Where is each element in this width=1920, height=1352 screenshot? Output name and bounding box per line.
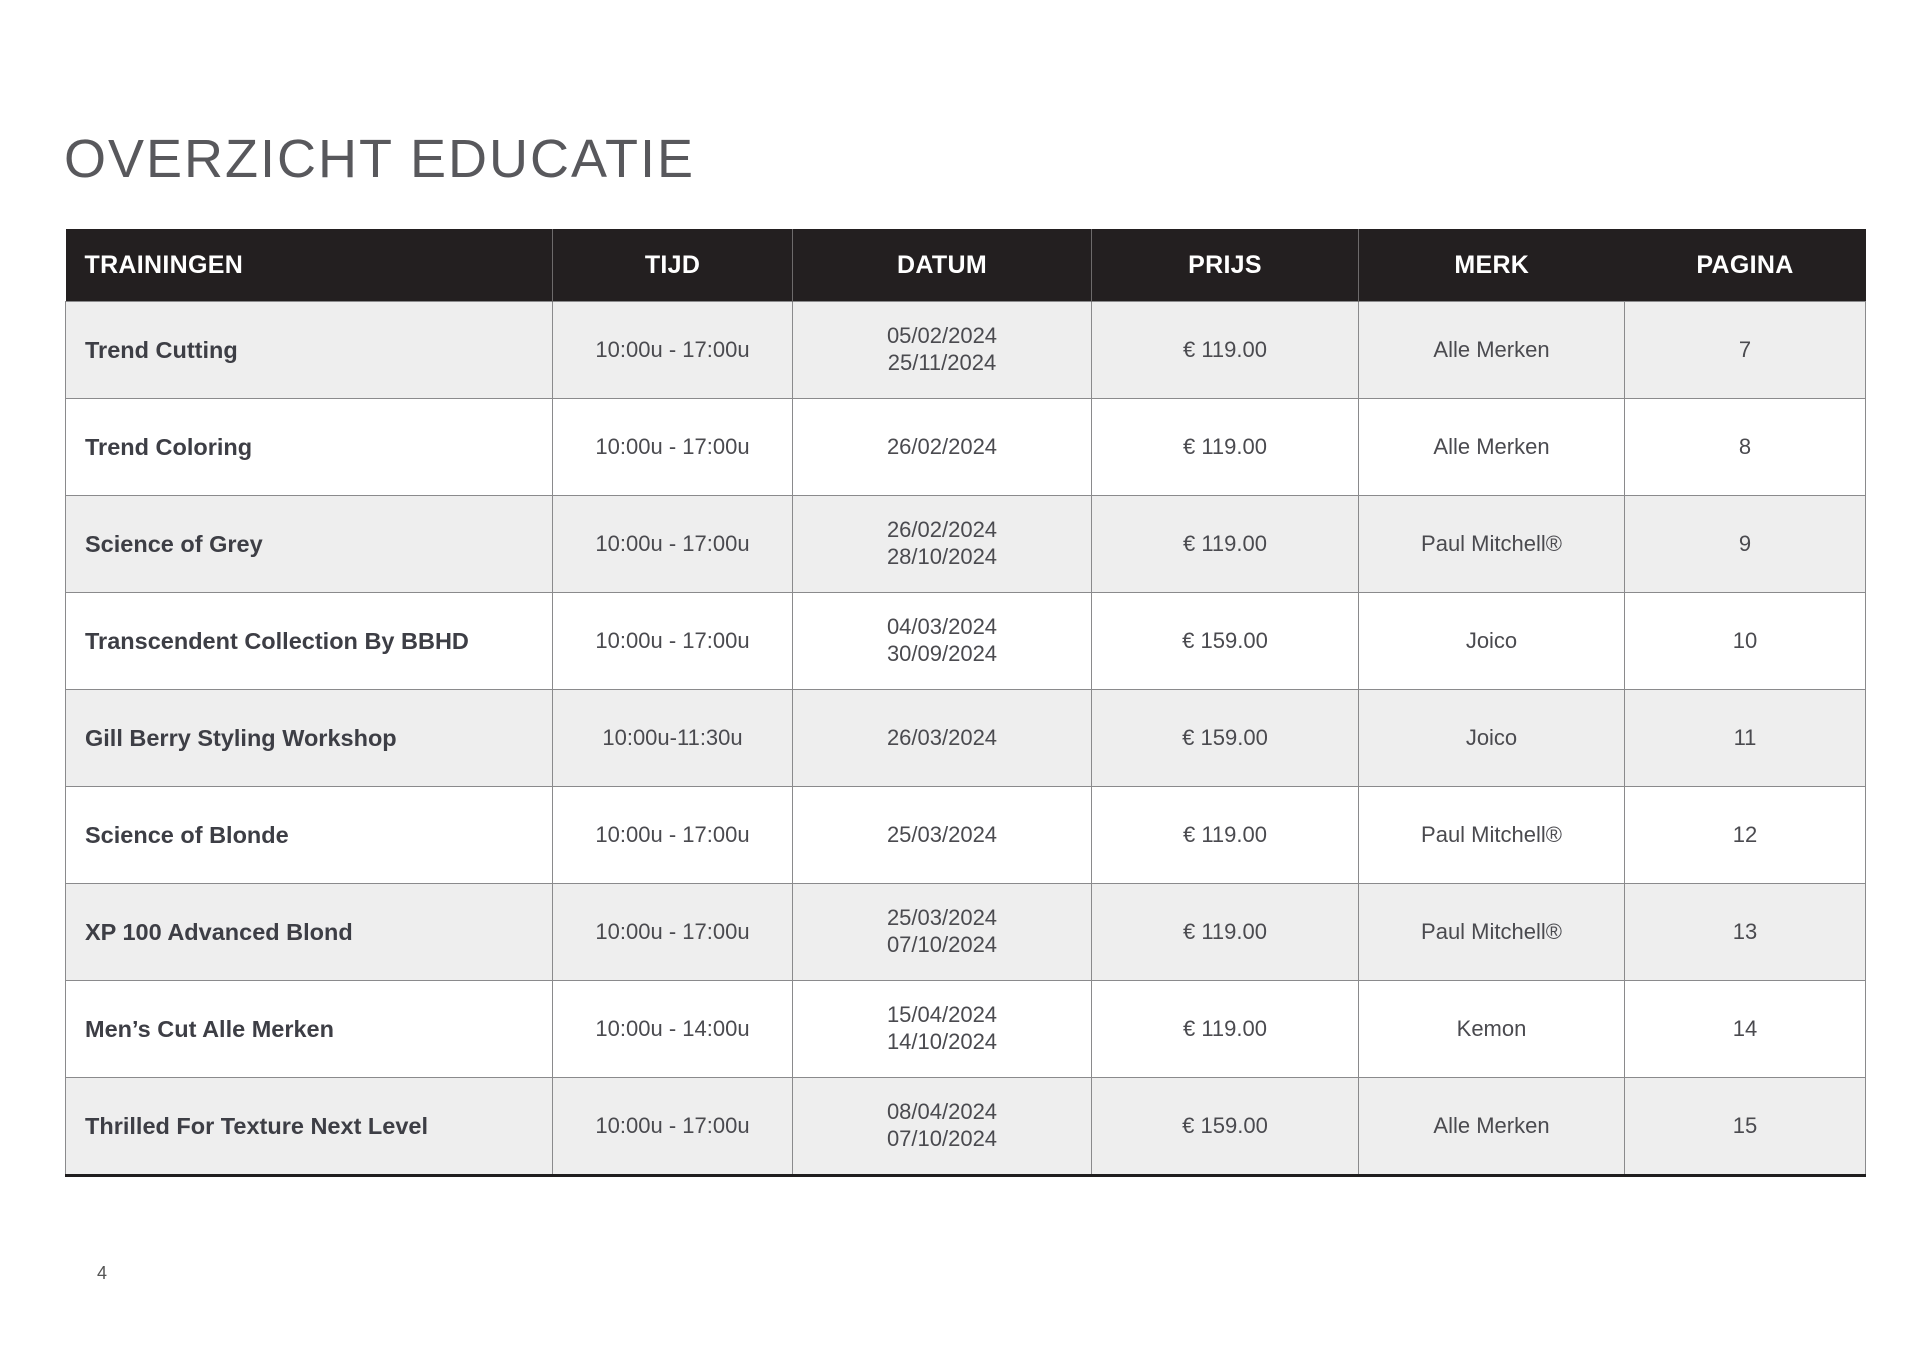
price-cell: € 159.00 (1092, 690, 1359, 787)
date-line: 07/10/2024 (886, 1126, 998, 1151)
page-cell: 7 (1625, 302, 1866, 399)
table-body (66, 302, 1866, 1176)
date-line: 08/04/2024 (886, 1099, 998, 1125)
time-cell: 10:00u - 17:00u (553, 302, 793, 399)
brand-cell: Paul Mitchell® (1359, 787, 1625, 884)
date-cell (793, 690, 1092, 787)
price-cell: € 119.00 (1092, 302, 1359, 399)
date-cell (793, 884, 1092, 981)
date-cell (793, 593, 1092, 690)
date-line: 26/02/2024 (886, 433, 998, 459)
column-header-prijs: PRIJS (1092, 229, 1359, 302)
date-line: 25/11/2024 (887, 350, 997, 375)
table-row (66, 690, 1866, 787)
training-name-cell: Men’s Cut Alle Merken (66, 981, 553, 1078)
page-cell: 8 (1625, 399, 1866, 496)
price-cell: € 159.00 (1092, 593, 1359, 690)
table-row (66, 302, 1866, 399)
page-cell: 14 (1625, 981, 1866, 1078)
education-overview-table (65, 229, 1866, 1177)
time-cell: 10:00u - 17:00u (553, 593, 793, 690)
brand-cell: Alle Merken (1359, 302, 1625, 399)
training-name-cell: Trend Coloring (66, 399, 553, 496)
page-cell: 15 (1625, 1078, 1866, 1176)
page-cell: 11 (1625, 690, 1866, 787)
page-cell: 12 (1625, 787, 1866, 884)
time-cell: 10:00u-11:30u (553, 690, 793, 787)
date-line: 14/10/2024 (886, 1029, 998, 1054)
column-header-pagina: PAGINA (1625, 229, 1866, 302)
page-cell: 13 (1625, 884, 1866, 981)
table-row (66, 593, 1866, 690)
brand-cell: Alle Merken (1359, 1078, 1625, 1176)
page-title: OVERZICHT EDUCATIE (64, 129, 696, 189)
time-cell: 10:00u - 17:00u (553, 884, 793, 981)
brand-cell: Joico (1359, 690, 1625, 787)
table-row (66, 496, 1866, 593)
date-cell (793, 1078, 1092, 1176)
table-row (66, 399, 1866, 496)
date-line: 26/03/2024 (886, 724, 998, 750)
date-line: 25/03/2024 (886, 821, 998, 847)
header-row (66, 229, 1866, 302)
date-line: 05/02/2024 (886, 323, 998, 349)
price-cell: € 119.00 (1092, 399, 1359, 496)
brand-cell: Paul Mitchell® (1359, 884, 1625, 981)
price-cell: € 159.00 (1092, 1078, 1359, 1176)
date-line: 15/04/2024 (886, 1002, 998, 1028)
date-line: 28/10/2024 (886, 544, 998, 569)
brand-cell: Alle Merken (1359, 399, 1625, 496)
brand-cell: Paul Mitchell® (1359, 496, 1625, 593)
training-name-cell: Transcendent Collection By BBHD (66, 593, 553, 690)
column-header-datum: DATUM (793, 229, 1092, 302)
training-name-cell: XP 100 Advanced Blond (66, 884, 553, 981)
date-line: 07/10/2024 (886, 932, 998, 957)
time-cell: 10:00u - 17:00u (553, 496, 793, 593)
date-cell (793, 496, 1092, 593)
column-header-tijd: TIJD (553, 229, 793, 302)
training-name-cell: Thrilled For Texture Next Level (66, 1078, 553, 1176)
page-cell: 10 (1625, 593, 1866, 690)
time-cell: 10:00u - 17:00u (553, 1078, 793, 1176)
price-cell: € 119.00 (1092, 496, 1359, 593)
brand-cell: Joico (1359, 593, 1625, 690)
time-cell: 10:00u - 17:00u (553, 399, 793, 496)
date-line: 30/09/2024 (886, 641, 998, 666)
time-cell: 10:00u - 14:00u (553, 981, 793, 1078)
price-cell: € 119.00 (1092, 884, 1359, 981)
training-name-cell: Science of Blonde (66, 787, 553, 884)
time-cell: 10:00u - 17:00u (553, 787, 793, 884)
date-line: 26/02/2024 (886, 517, 998, 543)
price-cell: € 119.00 (1092, 981, 1359, 1078)
training-name-cell: Trend Cutting (66, 302, 553, 399)
date-cell (793, 399, 1092, 496)
date-cell (793, 302, 1092, 399)
page-cell: 9 (1625, 496, 1866, 593)
table-header (66, 229, 1866, 302)
brand-cell: Kemon (1359, 981, 1625, 1078)
date-line: 25/03/2024 (886, 905, 998, 931)
table-row (66, 787, 1866, 884)
table-row (66, 1078, 1866, 1176)
training-name-cell: Science of Grey (66, 496, 553, 593)
page-number: 4 (97, 1263, 108, 1283)
column-header-trainingen: TRAININGEN (66, 229, 553, 302)
training-name-cell: Gill Berry Styling Workshop (66, 690, 553, 787)
price-cell: € 119.00 (1092, 787, 1359, 884)
column-header-merk: MERK (1359, 229, 1625, 302)
date-line: 04/03/2024 (886, 614, 998, 640)
date-cell (793, 787, 1092, 884)
date-cell (793, 981, 1092, 1078)
table-row (66, 981, 1866, 1078)
table-row (66, 884, 1866, 981)
